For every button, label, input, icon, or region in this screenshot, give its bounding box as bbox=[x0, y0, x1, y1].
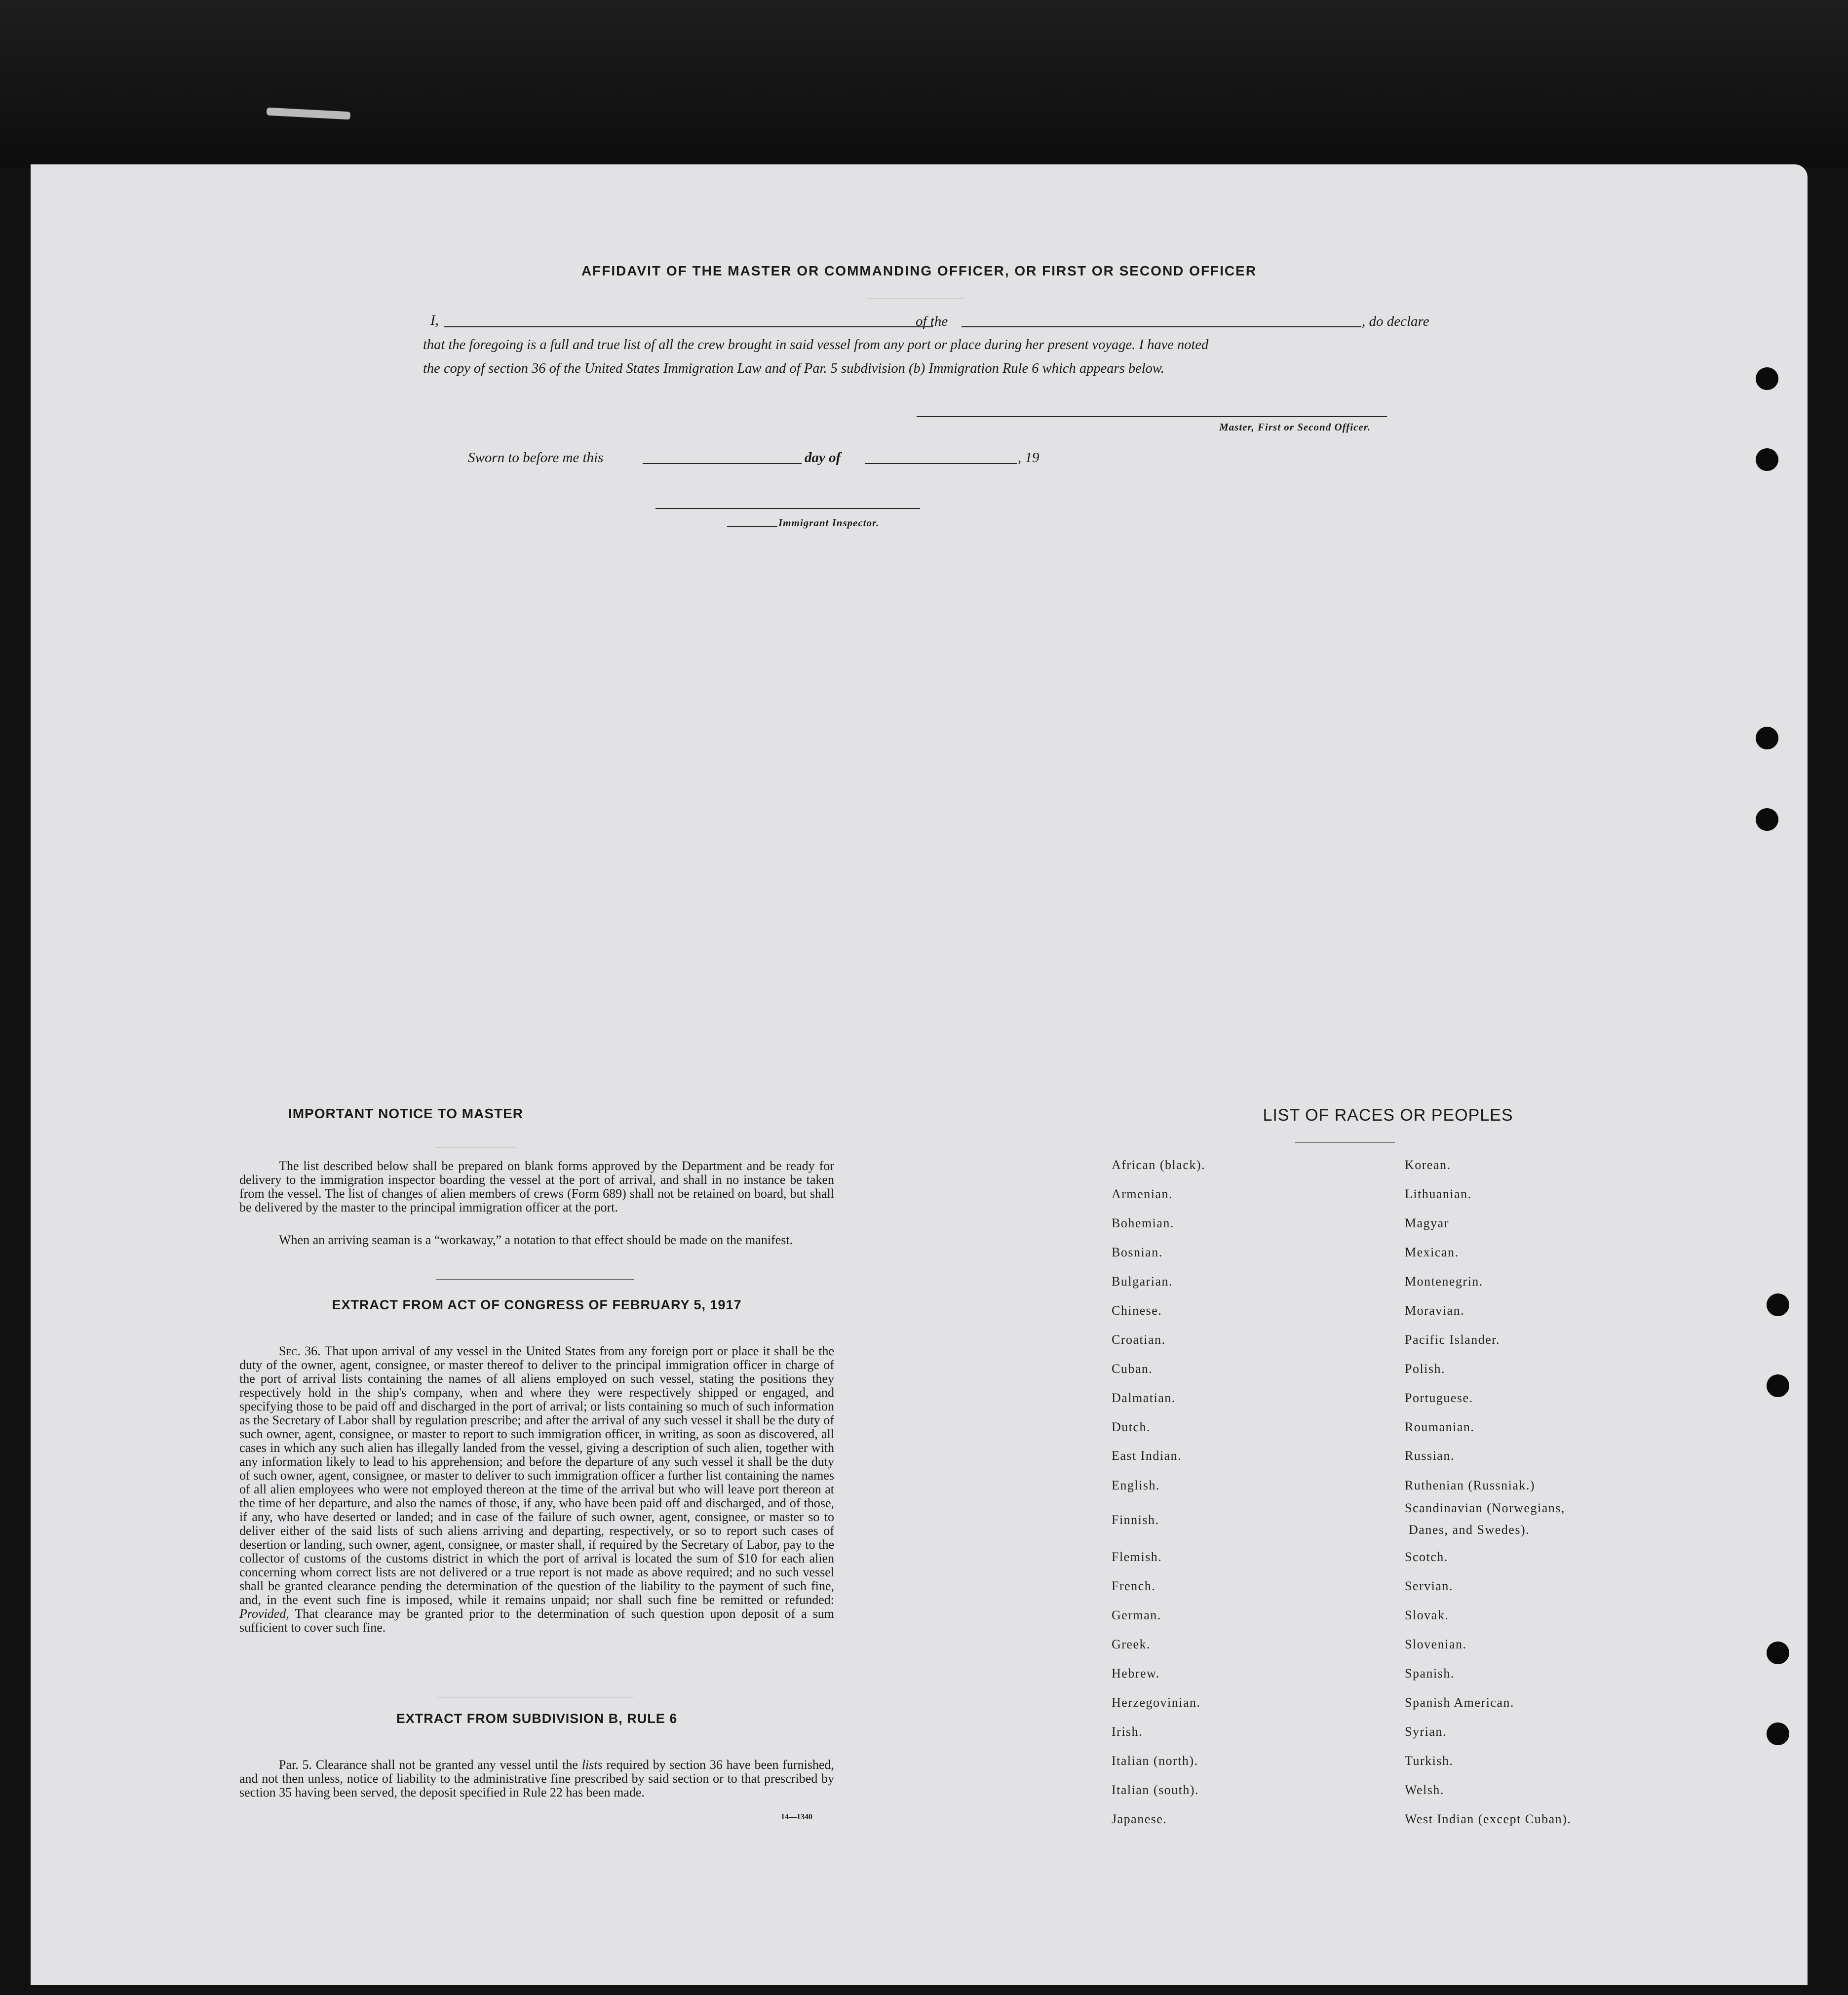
race-item: Armenian. bbox=[1112, 1187, 1173, 1201]
race-item-continuation: Danes, and Swedes). bbox=[1409, 1523, 1530, 1537]
race-item: Chinese. bbox=[1112, 1303, 1162, 1318]
section-36-paragraph bbox=[239, 1344, 834, 1635]
notice-paragraph-1-text: The list described below shall be prepared on blank forms approved by the Department and be ready for delivery to the immigration inspector boarding the vessel at the port of arrival, and shall in no instance be taken from the vessel. The list of changes of alien members of crews (Form 689) shall not be retained on board, but shall be delivered by the master to the principal immigration officer at the port. bbox=[239, 1159, 834, 1214]
race-item: Flemish. bbox=[1112, 1550, 1162, 1564]
divider bbox=[1295, 1142, 1395, 1143]
divider bbox=[436, 1279, 634, 1280]
race-item: Welsh. bbox=[1405, 1783, 1444, 1797]
section-36-text-end: That clearance may be granted prior to the determination of such question upon deposit of a sum sufficient to cover such fine. bbox=[239, 1606, 835, 1635]
race-item: Herzegovinian. bbox=[1112, 1695, 1201, 1710]
sworn-label: Sworn to before me this bbox=[468, 450, 604, 466]
lists-word: lists bbox=[581, 1758, 603, 1772]
affidavit-of-the-label: of the bbox=[916, 313, 948, 329]
punch-hole bbox=[1756, 367, 1778, 390]
races-title: LIST OF RACES OR PEOPLES bbox=[1263, 1106, 1513, 1125]
name-field[interactable] bbox=[444, 326, 933, 327]
affidavit-line-2: that the foregoing is a full and true list of all the crew brought in said vessel from any port or place during her present voyage. I have noted bbox=[423, 337, 1209, 352]
race-item: Italian (south). bbox=[1112, 1783, 1199, 1797]
race-item: Croatian. bbox=[1112, 1332, 1166, 1347]
punch-hole bbox=[1756, 808, 1778, 831]
race-item: Roumanian. bbox=[1405, 1420, 1475, 1434]
notice-title: IMPORTANT NOTICE TO MASTER bbox=[288, 1106, 524, 1121]
section-36-text: That upon arrival of any vessel in the United States from any foreign port or place it shall be the duty of the owner, agent, consignee, or master thereof to deliver to the principal immigration officer in charge of the port of arrival lists containing the names of all aliens employed on such vessel, stating the positions they respectively hold in the ship's company, when and where they were respectively shipped or engaged, and specifying those to be paid off and discharged in the port of arrival; or lists containing so much of such information as the Secretary of Labor shall by regulation prescribe; and after the arrival of any such vessel it shall be the duty of such owner, agent, consignee, or master to report to such immigration officer, in writing, as soon as discovered, all cases in which any such alien has illegally landed from the vessel, giving a description of such alien, together with any information likely to lead to his apprehension; and before the departure of any such vessel it shall be the duty of such owner, agent, consignee, or master to deliver to such immigration officer a further list containing the names of all alien employees who were not employed thereon at the time of the arrival but who will leave port thereon at the time of her departure, and also the names of those, if any, who have been paid off and discharged, and of those, if any, who have deserted or landed; and in case of the failure of such owner, agent, consignee, or master so to deliver either of the said lists of such aliens arriving and departing, respectively, or so to report such cases of desertion or landing, such owner, agent, consignee, or master shall, if required by the Secretary of Labor, pay to the collector of customs of the customs district in which the port of arrival is located the sum of $10 for each alien concerning whom correct lists are not delivered or a true report is not made as above required; and no such vessel shall be granted clearance pending the determination of the question of the liability to the payment of such fine, and, in the event such fine is imposed, while it remains unpaid; nor shall such fine be remitted or refunded: bbox=[239, 1344, 835, 1607]
rule-6-text-a: Par. 5. Clearance shall not be granted any vessel until the bbox=[279, 1758, 578, 1772]
extract-rule-title: EXTRACT FROM SUBDIVISION B, RULE 6 bbox=[396, 1711, 678, 1726]
master-signature-line[interactable] bbox=[917, 416, 1387, 417]
race-item: German. bbox=[1112, 1608, 1161, 1622]
inspector-signature-line[interactable] bbox=[655, 508, 920, 509]
race-item: Italian (north). bbox=[1112, 1754, 1198, 1768]
race-item: Pacific Islander. bbox=[1405, 1332, 1500, 1347]
year-label: , 19 bbox=[1018, 450, 1040, 466]
provided-word: Provided, bbox=[239, 1606, 289, 1621]
race-item: Irish. bbox=[1112, 1724, 1143, 1739]
sworn-month-field[interactable] bbox=[865, 463, 1017, 464]
affidavit-title: AFFIDAVIT OF THE MASTER OR COMMANDING OFFICER, OR FIRST OR SECOND OFFICER bbox=[581, 263, 1257, 278]
race-item: Bohemian. bbox=[1112, 1216, 1174, 1230]
affidavit-i-label: I, bbox=[430, 313, 439, 328]
day-of-label: day of bbox=[805, 450, 841, 466]
sworn-day-field[interactable] bbox=[643, 463, 802, 464]
race-item: Hebrew. bbox=[1112, 1666, 1160, 1681]
race-item: Russian. bbox=[1405, 1448, 1455, 1463]
race-item: Slovak. bbox=[1405, 1608, 1449, 1622]
race-item: Spanish American. bbox=[1405, 1695, 1514, 1710]
rule-6-paragraph bbox=[239, 1758, 834, 1799]
race-item: Japanese. bbox=[1112, 1812, 1167, 1826]
race-item: English. bbox=[1112, 1478, 1160, 1492]
race-item: East Indian. bbox=[1112, 1448, 1182, 1463]
rule-6-text-b: required by section 36 have been furnished, and not then unless, notice of liability to the administrative fine prescribed by said section or to that prescribed by section 35 having been served, the deposit specified in Rule 22 has been made. bbox=[239, 1758, 834, 1799]
vessel-field[interactable] bbox=[962, 326, 1361, 327]
race-item: Mexican. bbox=[1405, 1245, 1459, 1259]
master-signature-caption: Master, First or Second Officer. bbox=[1219, 421, 1371, 433]
race-item: Turkish. bbox=[1405, 1754, 1454, 1768]
race-item: Scandinavian (Norwegians, bbox=[1405, 1501, 1565, 1515]
race-item: Greek. bbox=[1112, 1637, 1151, 1651]
race-item: Syrian. bbox=[1405, 1724, 1447, 1739]
form-number: 14—1340 bbox=[781, 1813, 812, 1821]
race-item: Ruthenian (Russniak.) bbox=[1405, 1478, 1536, 1492]
race-item: Bulgarian. bbox=[1112, 1274, 1173, 1289]
punch-hole bbox=[1756, 448, 1778, 471]
punch-hole bbox=[1756, 727, 1778, 749]
notice-paragraph-2 bbox=[239, 1233, 834, 1247]
race-item: Scotch. bbox=[1405, 1550, 1448, 1564]
race-item: Spanish. bbox=[1405, 1666, 1455, 1681]
race-item: West Indian (except Cuban). bbox=[1405, 1812, 1572, 1826]
race-item: Slovenian. bbox=[1405, 1637, 1467, 1651]
extract-act-title: EXTRACT FROM ACT OF CONGRESS OF FEBRUARY 5, 1917 bbox=[332, 1297, 742, 1312]
race-item: Korean. bbox=[1405, 1158, 1451, 1172]
document-page bbox=[31, 164, 1808, 1985]
race-item: Dalmatian. bbox=[1112, 1391, 1176, 1405]
race-item: French. bbox=[1112, 1579, 1156, 1593]
race-item: Dutch. bbox=[1112, 1420, 1151, 1434]
punch-hole bbox=[1767, 1293, 1789, 1316]
race-item: Polish. bbox=[1405, 1362, 1446, 1376]
race-item: Portuguese. bbox=[1405, 1391, 1473, 1405]
race-item: Magyar bbox=[1405, 1216, 1449, 1230]
race-item: Servian. bbox=[1405, 1579, 1453, 1593]
race-item: Cuban. bbox=[1112, 1362, 1153, 1376]
scan-background bbox=[0, 0, 1848, 168]
inspector-caption: Immigrant Inspector. bbox=[778, 517, 880, 529]
race-item: Bosnian. bbox=[1112, 1245, 1163, 1259]
affidavit-do-declare: , do declare bbox=[1362, 313, 1429, 329]
inspector-short-line bbox=[727, 526, 777, 527]
race-item: Lithuanian. bbox=[1405, 1187, 1472, 1201]
race-item: Montenegrin. bbox=[1405, 1274, 1483, 1289]
notice-paragraph-1 bbox=[239, 1159, 834, 1214]
section-36-label: Sec. 36. bbox=[279, 1344, 321, 1358]
affidavit-line-3: the copy of section 36 of the United States Immigration Law and of Par. 5 subdivision (b) Immigration Rule 6 which appears below. bbox=[423, 361, 1164, 376]
race-item: Moravian. bbox=[1405, 1303, 1465, 1318]
race-item: African (black). bbox=[1112, 1158, 1206, 1172]
punch-hole bbox=[1767, 1722, 1789, 1745]
punch-hole bbox=[1767, 1374, 1789, 1397]
notice-paragraph-2-text: When an arriving seaman is a “workaway,” a notation to that effect should be made on the manifest. bbox=[279, 1233, 793, 1247]
punch-hole bbox=[1767, 1642, 1789, 1664]
race-item: Finnish. bbox=[1112, 1513, 1159, 1527]
